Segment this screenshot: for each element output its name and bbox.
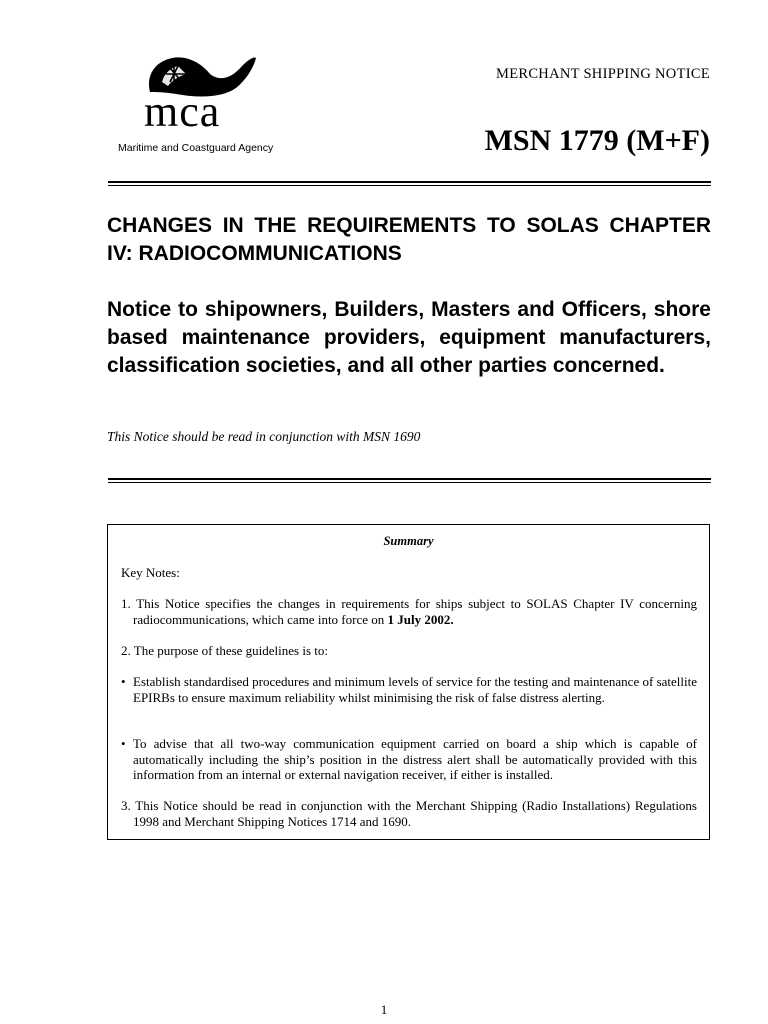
summary-item-3: 3. This Notice should be read in conjunction with the Merchant Shipping (Radio Installations) Regulations 1998 and Merchant Shipping Notices 1714 and 1690. bbox=[121, 798, 697, 829]
summary-box bbox=[107, 524, 710, 840]
summary-heading: Summary bbox=[383, 534, 434, 548]
notice-series-label: MERCHANT SHIPPING NOTICE bbox=[496, 66, 710, 82]
summary-item-1-text: 1. This Notice specifies the changes in requirements for ships subject to SOLAS Chapter IV concerning radiocommunications, which came into force on bbox=[121, 596, 697, 627]
summary-bullet-1-text: Establish standardised procedures and minimum levels of service for the testing and maintenance of satellite EPIRBs to ensure maximum reliability whilst minimising the risk of false distress alerting. bbox=[133, 674, 697, 705]
key-notes-label: Key Notes: bbox=[121, 565, 180, 580]
bullet-mark: • bbox=[121, 674, 126, 689]
summary-bullet-2 bbox=[121, 736, 697, 783]
mca-logo bbox=[112, 52, 312, 160]
section-divider bbox=[108, 478, 711, 483]
page-number: 1 bbox=[380, 1002, 388, 1017]
read-with-note: This Notice should be read in conjunction with MSN 1690 bbox=[107, 429, 421, 444]
logo-lettering: mca bbox=[144, 87, 221, 136]
bullet-mark: • bbox=[121, 736, 126, 751]
summary-bullet-1 bbox=[121, 674, 697, 705]
summary-item-1-date: 1 July 2002. bbox=[387, 611, 454, 627]
summary-bullet-2-text: To advise that all two-way communication equipment carried on board a ship which is capable of automatically including the ship’s position in the distress alert shall be automatically provided with this information from an internal or external navigation receiver, if either is installed. bbox=[133, 736, 697, 782]
agency-name: Maritime and Coastguard Agency bbox=[118, 142, 274, 154]
notice-title: CHANGES IN THE REQUIREMENTS TO SOLAS CHAPTER IV: RADIOCOMMUNICATIONS bbox=[107, 214, 711, 265]
summary-item-1 bbox=[121, 596, 697, 627]
notice-audience: Notice to shipowners, Builders, Masters and Officers, shore based maintenance providers, equipment manufacturers, classification societies, and all other parties concerned. bbox=[107, 298, 711, 377]
summary-item-2: 2. The purpose of these guidelines is to: bbox=[121, 643, 329, 658]
notice-number: MSN 1779 (M+F) bbox=[484, 124, 710, 157]
header-divider bbox=[108, 181, 711, 186]
